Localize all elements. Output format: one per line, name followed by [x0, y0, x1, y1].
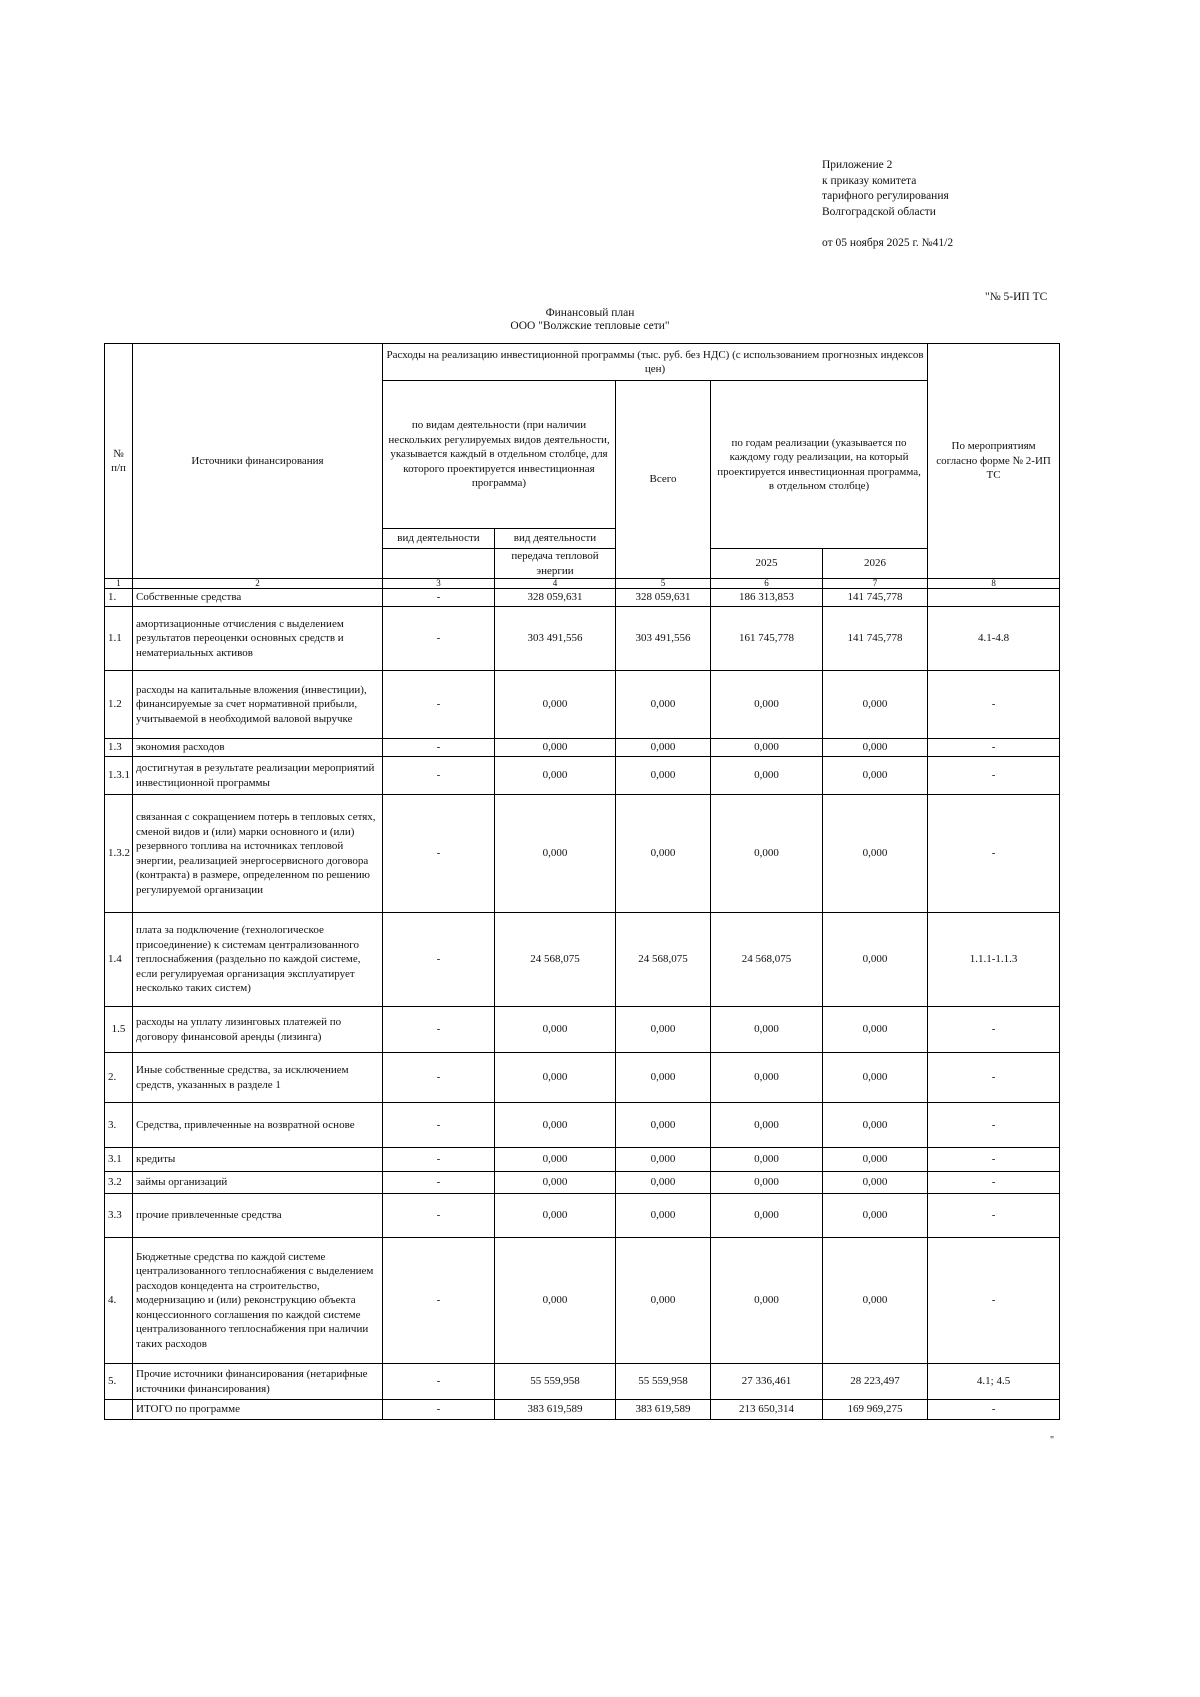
column-number: 3: [383, 579, 495, 589]
row-activity-2-value: 55 559,958: [495, 1364, 616, 1400]
row-measure-ref: -: [928, 1148, 1060, 1172]
row-2025-value: 213 650,314: [711, 1400, 823, 1420]
column-number: 8: [928, 579, 1060, 589]
row-2026-value: 0,000: [823, 1194, 928, 1238]
table-row: [105, 1364, 1060, 1400]
table-row: [105, 671, 1060, 739]
row-total-value: 0,000: [616, 1172, 711, 1194]
column-number: 5: [616, 579, 711, 589]
row-measure-ref: 1.1.1-1.1.3: [928, 913, 1060, 1007]
row-activity-1-value: -: [383, 1364, 495, 1400]
row-measure-ref: -: [928, 739, 1060, 757]
table-row: [105, 1172, 1060, 1194]
row-activity-1-value: -: [383, 1103, 495, 1148]
row-2026-value: 0,000: [823, 1103, 928, 1148]
appendix-line-1: Приложение 2: [822, 159, 893, 171]
row-2026-value: 0,000: [823, 1238, 928, 1364]
row-measure-ref: -: [928, 1238, 1060, 1364]
row-activity-1-value: -: [383, 1400, 495, 1420]
row-total-value: 0,000: [616, 1238, 711, 1364]
table-row: [105, 1194, 1060, 1238]
row-total-value: 0,000: [616, 757, 711, 795]
row-measure-ref: -: [928, 1194, 1060, 1238]
row-number: 1.3.2: [105, 795, 133, 913]
row-activity-2-value: 0,000: [495, 757, 616, 795]
row-activity-1-value: -: [383, 1194, 495, 1238]
row-activity-2-value: 383 619,589: [495, 1400, 616, 1420]
row-source-name: достигнутая в результате реализации мероприятий инвестиционной программы: [133, 757, 383, 795]
row-activity-1-value: -: [383, 757, 495, 795]
row-2026-value: 141 745,778: [823, 589, 928, 607]
table-row: [105, 739, 1060, 757]
row-activity-2-value: 24 568,075: [495, 913, 616, 1007]
row-activity-1-value: -: [383, 795, 495, 913]
row-total-value: 0,000: [616, 671, 711, 739]
closing-quote-mark: ": [1050, 1435, 1055, 1446]
row-source-name: связанная с сокращением потерь в тепловых сетях, сменой видов и (или) марки основного и (или) резервного топлива на источниках тепловой энергии, реализацией энергосервисного договора (контракта) в размере, определенном по решению регулируемой организации: [133, 795, 383, 913]
header-activity-type-2: вид деятельности: [495, 529, 616, 549]
row-number: 5.: [105, 1364, 133, 1400]
column-number: 6: [711, 579, 823, 589]
table-row: [105, 757, 1060, 795]
table-row: [105, 795, 1060, 913]
row-measure-ref: -: [928, 1172, 1060, 1194]
row-source-name: Собственные средства: [133, 589, 383, 607]
column-number-row: [105, 579, 1060, 589]
row-2026-value: 0,000: [823, 739, 928, 757]
header-by-year: по годам реализации (указывается по каждому году реализации, на который проектируется инвестиционная программа, в отдельном столбце): [711, 381, 928, 549]
column-number: 1: [105, 579, 133, 589]
row-source-name: Средства, привлеченные на возвратной основе: [133, 1103, 383, 1148]
row-2025-value: 0,000: [711, 757, 823, 795]
row-measure-ref: -: [928, 1053, 1060, 1103]
row-activity-1-value: -: [383, 913, 495, 1007]
row-2026-value: 0,000: [823, 795, 928, 913]
row-total-value: 0,000: [616, 795, 711, 913]
row-number: 2.: [105, 1053, 133, 1103]
row-activity-1-value: -: [383, 1053, 495, 1103]
header-by-activity: по видам деятельности (при наличии нескольких регулируемых видов деятельности, указывается каждый в отдельном столбце, для которого проектируется инвестиционная программа): [383, 381, 616, 529]
row-number: 3.: [105, 1103, 133, 1148]
row-number: [105, 1400, 133, 1420]
row-source-name: Иные собственные средства, за исключением средств, указанных в разделе 1: [133, 1053, 383, 1103]
row-total-value: 303 491,556: [616, 607, 711, 671]
row-number: 3.3: [105, 1194, 133, 1238]
header-no: № п/п: [105, 344, 133, 579]
table-row: [105, 589, 1060, 607]
document-title: [440, 307, 740, 333]
row-2026-value: 169 969,275: [823, 1400, 928, 1420]
row-total-value: 0,000: [616, 1053, 711, 1103]
row-number: 3.2: [105, 1172, 133, 1194]
row-activity-2-value: 0,000: [495, 1238, 616, 1364]
table-row: [105, 1238, 1060, 1364]
row-number: 1.3.1: [105, 757, 133, 795]
row-total-value: 0,000: [616, 1007, 711, 1053]
row-2025-value: 0,000: [711, 795, 823, 913]
row-activity-2-value: 0,000: [495, 671, 616, 739]
row-total-value: 0,000: [616, 739, 711, 757]
header-activity-type-1: вид деятельности: [383, 529, 495, 549]
table-row: [105, 1103, 1060, 1148]
row-2025-value: 0,000: [711, 739, 823, 757]
row-number: 3.1: [105, 1148, 133, 1172]
row-2026-value: 141 745,778: [823, 607, 928, 671]
appendix-line-2: к приказу комитета: [822, 174, 917, 187]
row-activity-2-value: 0,000: [495, 1007, 616, 1053]
row-2025-value: 24 568,075: [711, 913, 823, 1007]
row-source-name: плата за подключение (технологическое присоединение) к системам централизованного теплоснабжения (раздельно по каждой системе, если регулируемая организация эксплуатирует несколько таких систем): [133, 913, 383, 1007]
row-2026-value: 0,000: [823, 757, 928, 795]
row-source-name: Прочие источники финансирования (нетарифные источники финансирования): [133, 1364, 383, 1400]
row-activity-2-value: 0,000: [495, 739, 616, 757]
row-activity-2-value: 0,000: [495, 795, 616, 913]
column-number: 2: [133, 579, 383, 589]
header-year-2026: 2026: [823, 549, 928, 579]
header-total: Всего: [616, 381, 711, 579]
row-measure-ref: -: [928, 795, 1060, 913]
row-activity-2-value: 0,000: [495, 1148, 616, 1172]
column-number: 7: [823, 579, 928, 589]
row-measure-ref: -: [928, 1400, 1060, 1420]
row-2025-value: 0,000: [711, 671, 823, 739]
row-number: 1.1: [105, 607, 133, 671]
row-activity-2-value: 303 491,556: [495, 607, 616, 671]
row-activity-2-value: 0,000: [495, 1194, 616, 1238]
row-measure-ref: -: [928, 1007, 1060, 1053]
table-row: [105, 1007, 1060, 1053]
header-expenses: Расходы на реализацию инвестиционной программы (тыс. руб. без НДС) (с использованием прогнозных индексов цен): [383, 344, 928, 381]
row-total-value: 0,000: [616, 1194, 711, 1238]
row-2025-value: 0,000: [711, 1053, 823, 1103]
row-activity-2-value: 0,000: [495, 1172, 616, 1194]
row-activity-2-value: 0,000: [495, 1103, 616, 1148]
row-2026-value: 0,000: [823, 671, 928, 739]
row-activity-2-value: 0,000: [495, 1053, 616, 1103]
appendix-line-3: тарифного регулирования: [822, 190, 949, 202]
row-measure-ref: -: [928, 1103, 1060, 1148]
row-total-value: 0,000: [616, 1148, 711, 1172]
row-measure-ref: -: [928, 757, 1060, 795]
row-total-value: 55 559,958: [616, 1364, 711, 1400]
header-by-measure: По мероприятиям согласно форме № 2-ИП ТС: [928, 344, 1060, 579]
row-measure-ref: 4.1-4.8: [928, 607, 1060, 671]
row-source-name: расходы на уплату лизинговых платежей по договору финансовой аренды (лизинга): [133, 1007, 383, 1053]
row-source-name: экономия расходов: [133, 739, 383, 757]
row-number: 1.2: [105, 671, 133, 739]
financial-plan-table: [104, 343, 1060, 1420]
row-source-name: займы организаций: [133, 1172, 383, 1194]
header-activity-1-name: [383, 549, 495, 579]
row-2026-value: 0,000: [823, 1148, 928, 1172]
row-2026-value: 0,000: [823, 1172, 928, 1194]
row-2025-value: 0,000: [711, 1194, 823, 1238]
row-activity-1-value: -: [383, 1172, 495, 1194]
row-2025-value: 161 745,778: [711, 607, 823, 671]
row-activity-1-value: -: [383, 739, 495, 757]
column-number: 4: [495, 579, 616, 589]
row-total-value: 383 619,589: [616, 1400, 711, 1420]
appendix-line-4: Волгоградской области: [822, 205, 936, 218]
table-row: [105, 607, 1060, 671]
row-number: 1.3: [105, 739, 133, 757]
row-measure-ref: -: [928, 671, 1060, 739]
row-2026-value: 28 223,497: [823, 1364, 928, 1400]
row-2025-value: 0,000: [711, 1007, 823, 1053]
row-total-value: 24 568,075: [616, 913, 711, 1007]
row-source-name: Бюджетные средства по каждой системе централизованного теплоснабжения с выделением расходов концедента на строительство, модернизацию и (или) реконструкцию объекта концессионного соглашения по каждой системе централизованного теплоснабжения при наличии таких расходов: [133, 1238, 383, 1364]
header-activity-2-name: передача тепловой энергии: [495, 549, 616, 579]
row-2026-value: 0,000: [823, 1053, 928, 1103]
title-line-1: Финансовый план: [545, 307, 635, 319]
row-number: 1.: [105, 589, 133, 607]
row-activity-1-value: -: [383, 1148, 495, 1172]
row-activity-1-value: -: [383, 1238, 495, 1364]
row-2025-value: 0,000: [711, 1148, 823, 1172]
row-2025-value: 0,000: [711, 1103, 823, 1148]
appendix-block: [822, 158, 953, 252]
row-source-name: кредиты: [133, 1148, 383, 1172]
appendix-date: от 05 ноября 2025 г. №41/2: [822, 237, 954, 249]
table-row: [105, 1053, 1060, 1103]
row-2026-value: 0,000: [823, 1007, 928, 1053]
row-2026-value: 0,000: [823, 913, 928, 1007]
row-total-value: 328 059,631: [616, 589, 711, 607]
row-activity-1-value: -: [383, 607, 495, 671]
row-activity-1-value: -: [383, 589, 495, 607]
table-row: [105, 1148, 1060, 1172]
row-2025-value: 186 313,853: [711, 589, 823, 607]
row-2025-value: 0,000: [711, 1238, 823, 1364]
form-number: "№ 5-ИП ТС: [985, 291, 1048, 303]
header-sources: Источники финансирования: [133, 344, 383, 579]
row-activity-1-value: -: [383, 1007, 495, 1053]
row-source-name: ИТОГО по программе: [133, 1400, 383, 1420]
title-line-2: ООО "Волжские тепловые сети": [510, 320, 670, 332]
row-activity-2-value: 328 059,631: [495, 589, 616, 607]
row-total-value: 0,000: [616, 1103, 711, 1148]
row-number: 1.5: [105, 1007, 133, 1053]
row-2025-value: 27 336,461: [711, 1364, 823, 1400]
row-measure-ref: [928, 589, 1060, 607]
table-row: [105, 913, 1060, 1007]
header-year-2025: 2025: [711, 549, 823, 579]
row-source-name: прочие привлеченные средства: [133, 1194, 383, 1238]
row-activity-1-value: -: [383, 671, 495, 739]
row-number: 1.4: [105, 913, 133, 1007]
row-source-name: амортизационные отчисления с выделением результатов переоценки основных средств и нематериальных активов: [133, 607, 383, 671]
row-number: 4.: [105, 1238, 133, 1364]
row-measure-ref: 4.1; 4.5: [928, 1364, 1060, 1400]
table-total-row: [105, 1400, 1060, 1420]
row-2025-value: 0,000: [711, 1172, 823, 1194]
row-source-name: расходы на капитальные вложения (инвестиции), финансируемые за счет нормативной прибыли, учитываемой в необходимой валовой выручке: [133, 671, 383, 739]
